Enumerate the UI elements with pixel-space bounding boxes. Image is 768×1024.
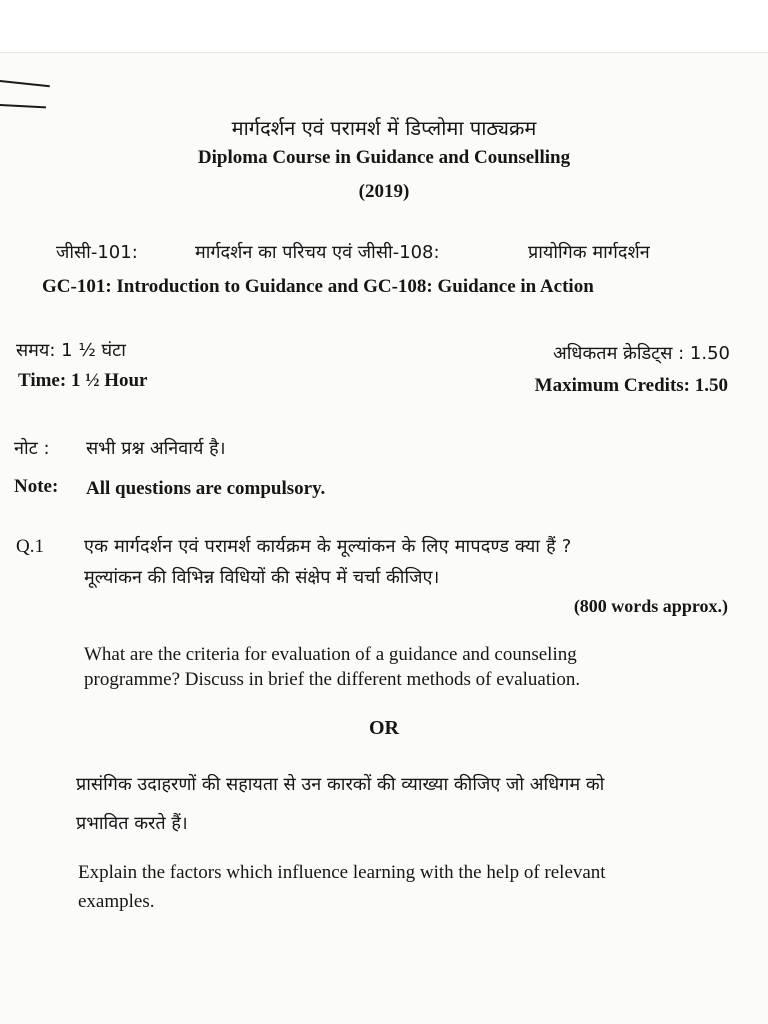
time-english: Time: 1 ½ Hour	[18, 370, 148, 391]
question2-hindi-line1: प्रासंगिक उदाहरणों की सहायता से उन कारकों की व्याख्या कीजिए जो अधिगम को	[76, 774, 605, 795]
course-name-hindi-right: प्रायोगिक मार्गदर्शन	[528, 242, 650, 263]
question2-english-line2: examples.	[78, 891, 155, 912]
note-label-english: Note:	[14, 476, 59, 497]
pen-mark	[0, 80, 50, 87]
title-english: Diploma Course in Guidance and Counselling	[197, 147, 571, 168]
note-text-english: All questions are compulsory.	[86, 478, 326, 499]
course-title-english: GC-101: Introduction to Guidance and GC-108: Guidance in Action	[42, 276, 594, 297]
page-top-edge	[0, 0, 768, 53]
course-name-hindi: मार्गदर्शन का परिचय एवं जीसी-108:	[195, 242, 440, 263]
pen-mark	[0, 104, 46, 108]
credits-english: Maximum Credits: 1.50	[534, 375, 728, 396]
or-separator: OR	[369, 717, 399, 739]
question1-english-line1: What are the criteria for evaluation of a guidance and counseling	[84, 644, 577, 665]
question2-hindi-line2: प्रभावित करते हैं।	[76, 813, 188, 834]
title-year: (2019)	[358, 181, 410, 202]
word-limit: (800 words approx.)	[573, 596, 728, 616]
question1-hindi-line1: एक मार्गदर्शन एवं परामर्श कार्यक्रम के मूल्यांकन के लिए मापदण्ड क्या हैं ?	[84, 536, 572, 557]
question1-english-line2: programme? Discuss in brief the different methods of evaluation.	[84, 669, 581, 690]
course-code-hindi: जीसी-101:	[56, 242, 138, 263]
question-number: Q.1	[16, 536, 44, 557]
time-hindi: समय: 1 ½ घंटा	[16, 340, 126, 361]
note-text-hindi: सभी प्रश्न अनिवार्य है।	[86, 438, 226, 459]
credits-hindi: अधिकतम क्रेडिट्स : 1.50	[553, 343, 730, 364]
question1-hindi-line2: मूल्यांकन की विभिन्न विधियों की संक्षेप में चर्चा कीजिए।	[84, 567, 440, 588]
note-label-hindi: नोट :	[14, 438, 50, 459]
question2-english-line1: Explain the factors which influence learning with the help of relevant	[78, 862, 606, 883]
title-hindi: मार्गदर्शन एवं परामर्श में डिप्लोमा पाठ्यक्रम	[231, 116, 537, 140]
